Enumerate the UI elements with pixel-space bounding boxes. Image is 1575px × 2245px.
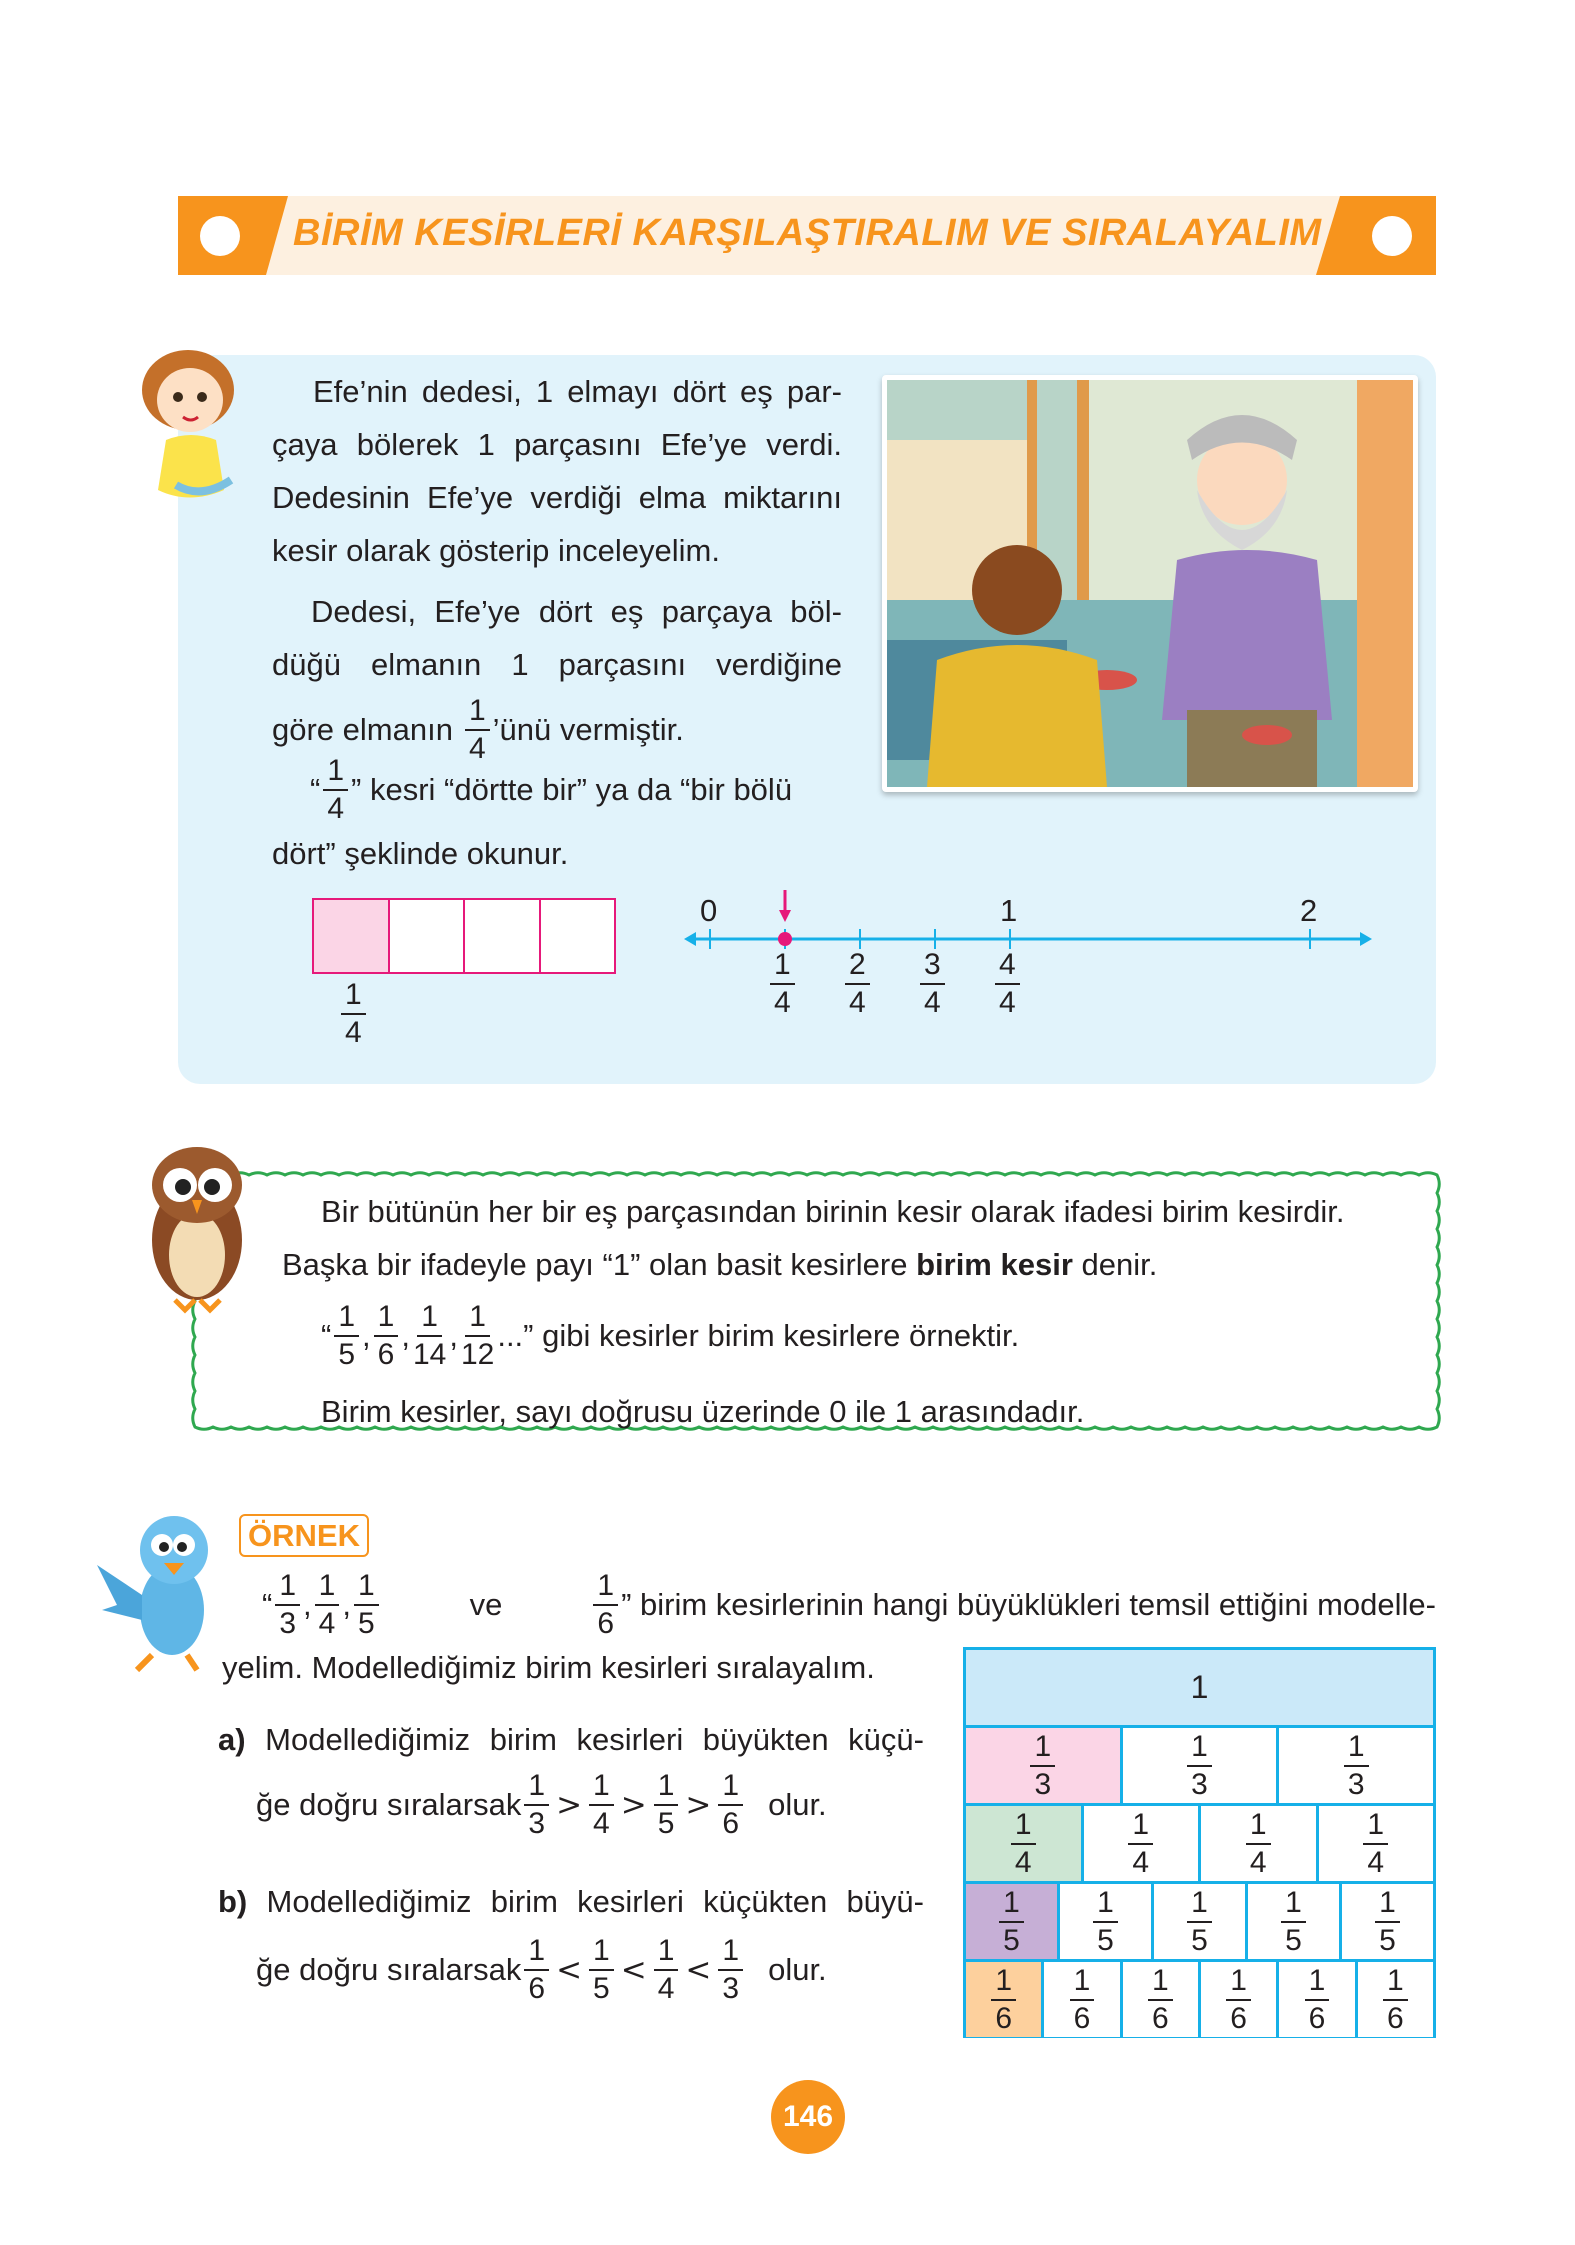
fraction bbox=[374, 1302, 399, 1370]
comparison-operator: < bbox=[620, 1952, 647, 1988]
part-a-text: Modellediğimiz birim kesirleri büyükten küçü- bbox=[265, 1722, 924, 1757]
fraction-cell bbox=[1081, 1806, 1199, 1881]
numerator: 2 bbox=[845, 950, 870, 985]
fraction-cell bbox=[1276, 1728, 1433, 1803]
denominator: 4 bbox=[345, 1016, 362, 1049]
denominator: 4 bbox=[468, 732, 486, 765]
strip-part bbox=[465, 900, 541, 972]
comparison-operator: > bbox=[685, 1787, 712, 1823]
fraction-one-quarter bbox=[323, 756, 348, 824]
numerator: 1 bbox=[654, 1936, 679, 1971]
fraction-cell bbox=[1316, 1806, 1434, 1881]
numerator: 1 bbox=[1246, 1810, 1271, 1845]
part-b-label: b) bbox=[218, 1884, 248, 1919]
fraction-wall-table bbox=[963, 1647, 1436, 2038]
fraction bbox=[1375, 1885, 1400, 1957]
numerator: 1 bbox=[1383, 1966, 1408, 2001]
numerator: 1 bbox=[589, 1771, 614, 1806]
title-dot-icon bbox=[200, 216, 240, 256]
definition-line bbox=[282, 1243, 1157, 1287]
intro-line: dört” şeklinde okunur. bbox=[272, 836, 569, 871]
fraction-cell bbox=[1057, 1884, 1151, 1959]
numerator: 1 bbox=[465, 1302, 490, 1337]
ordering-text: olur. bbox=[768, 1952, 827, 1987]
fraction bbox=[1187, 1729, 1212, 1801]
numerator: 3 bbox=[920, 950, 945, 985]
denominator: 6 bbox=[377, 1338, 395, 1371]
fraction bbox=[845, 950, 870, 1018]
ordering-text: olur. bbox=[768, 1787, 827, 1822]
denominator: 4 bbox=[849, 986, 866, 1019]
fraction-cell bbox=[966, 1884, 1057, 1959]
denominator: 6 bbox=[597, 1607, 615, 1640]
fraction-strip-model bbox=[312, 898, 616, 974]
whole-row bbox=[966, 1650, 1433, 1725]
quote: “ bbox=[262, 1587, 273, 1622]
fraction-cell bbox=[966, 1806, 1081, 1881]
title-dot-icon bbox=[1372, 216, 1412, 256]
section-title: BİRİM KESİRLERİ KARŞILAŞTIRALIM VE SIRALAYALIM bbox=[293, 212, 1322, 254]
part-b-ordering bbox=[256, 1930, 827, 2010]
numerator: 1 bbox=[718, 1936, 743, 1971]
numerator: 1 bbox=[334, 1302, 359, 1337]
ordering-text: ğe doğru sıralarsak bbox=[256, 1952, 522, 1987]
fraction bbox=[524, 1936, 549, 2004]
fraction bbox=[1246, 1807, 1271, 1879]
denominator: 3 bbox=[279, 1607, 297, 1640]
denominator: 4 bbox=[1249, 1845, 1267, 1879]
denominator: 5 bbox=[338, 1338, 356, 1371]
separator: , bbox=[362, 1318, 371, 1353]
denominator: 6 bbox=[1386, 2001, 1404, 2035]
denominator: 5 bbox=[357, 1607, 375, 1640]
numerator: 1 bbox=[1363, 1810, 1388, 1845]
numerator: 1 bbox=[341, 980, 366, 1015]
denominator: 6 bbox=[1230, 2001, 1247, 2035]
fraction bbox=[334, 1302, 359, 1370]
whole-label: 1 bbox=[1190, 1669, 1209, 1705]
fraction bbox=[1363, 1807, 1388, 1879]
denominator: 6 bbox=[528, 1972, 546, 2005]
denominator: 5 bbox=[593, 1972, 610, 2005]
fraction-cell bbox=[966, 1728, 1120, 1803]
conjunction: ve bbox=[469, 1587, 503, 1622]
numerator: 1 bbox=[354, 1571, 379, 1606]
fraction-cell bbox=[1120, 1728, 1277, 1803]
fraction bbox=[1383, 1963, 1408, 2035]
number-line-whole-label: 2 bbox=[1300, 893, 1318, 928]
fraction-cell bbox=[1276, 1962, 1354, 2037]
fraction bbox=[991, 1963, 1016, 2035]
comparison-operator: < bbox=[685, 1952, 712, 1988]
numerator: 1 bbox=[1187, 1732, 1212, 1767]
denominator: 4 bbox=[1367, 1845, 1385, 1879]
separator: , bbox=[342, 1587, 351, 1622]
part-b-line bbox=[218, 1880, 924, 1924]
fraction-row-4 bbox=[966, 1803, 1433, 1881]
section-title-bar bbox=[178, 196, 1436, 275]
girl-character-icon bbox=[128, 345, 248, 510]
separator: , bbox=[401, 1318, 410, 1353]
fraction bbox=[770, 950, 795, 1018]
numerator: 1 bbox=[1187, 1888, 1212, 1923]
numerator: 1 bbox=[524, 1771, 549, 1806]
fraction-cell bbox=[1151, 1884, 1245, 1959]
numerator: 1 bbox=[593, 1571, 618, 1606]
page-number: 146 bbox=[771, 2080, 845, 2154]
strip-part bbox=[541, 900, 615, 972]
definition-text: denir. bbox=[1072, 1247, 1158, 1282]
example-label: ÖRNEK bbox=[239, 1514, 369, 1557]
fraction-cell bbox=[1198, 1962, 1276, 2037]
owl-character-icon bbox=[135, 1135, 260, 1315]
numerator: 1 bbox=[1375, 1888, 1400, 1923]
fraction-cell bbox=[1355, 1962, 1433, 2037]
fraction bbox=[589, 1771, 614, 1839]
fraction bbox=[315, 1571, 340, 1639]
fraction bbox=[1128, 1807, 1153, 1879]
denominator: 4 bbox=[593, 1807, 610, 1840]
fraction bbox=[1093, 1885, 1118, 1957]
fraction bbox=[1305, 1963, 1330, 2035]
arrow-left-icon bbox=[684, 932, 696, 946]
intro-line: düğü elmanın 1 parçasını verdiğine bbox=[272, 647, 842, 682]
fraction bbox=[1281, 1885, 1306, 1957]
part-a-ordering bbox=[256, 1765, 827, 1845]
numerator: 1 bbox=[1030, 1732, 1055, 1767]
fraction-row-6 bbox=[966, 1959, 1433, 2037]
strip-label bbox=[338, 980, 369, 1048]
numerator: 1 bbox=[374, 1302, 399, 1337]
denominator: 4 bbox=[1132, 1845, 1150, 1879]
denominator: 5 bbox=[657, 1807, 675, 1840]
numerator: 1 bbox=[999, 1888, 1024, 1923]
fraction bbox=[1148, 1963, 1173, 2035]
denominator: 6 bbox=[995, 2001, 1012, 2035]
number-line-whole-label: 0 bbox=[700, 893, 718, 928]
denominator: 5 bbox=[1191, 1923, 1208, 1957]
numerator: 1 bbox=[275, 1571, 300, 1606]
example-line bbox=[262, 1565, 1436, 1645]
denominator: 4 bbox=[999, 986, 1016, 1019]
denominator: 3 bbox=[1347, 1767, 1365, 1801]
definition-text: Başka bir ifadeyle payı “1” olan basit kesirlere bbox=[282, 1247, 917, 1282]
fraction-cell bbox=[1120, 1962, 1198, 2037]
fraction bbox=[1030, 1729, 1055, 1801]
fraction bbox=[589, 1936, 614, 2004]
definition-text: ...” gibi kesirler birim kesirlere örnektir. bbox=[497, 1318, 1020, 1353]
fraction bbox=[593, 1571, 618, 1639]
numerator: 1 bbox=[1148, 1966, 1173, 2001]
fraction-one-quarter bbox=[341, 980, 366, 1048]
fraction bbox=[1070, 1963, 1095, 2035]
numerator: 1 bbox=[465, 696, 490, 731]
fraction bbox=[354, 1571, 379, 1639]
numerator: 1 bbox=[1344, 1732, 1369, 1767]
marker-arrowhead-icon bbox=[779, 910, 791, 922]
fraction bbox=[1344, 1729, 1369, 1801]
denominator: 4 bbox=[657, 1972, 675, 2005]
intro-text: göre elmanın bbox=[272, 712, 453, 747]
denominator: 6 bbox=[1308, 2001, 1326, 2035]
strip-part bbox=[390, 900, 466, 972]
part-a-line bbox=[218, 1718, 924, 1762]
comparison-operator: > bbox=[556, 1787, 583, 1823]
definition-line: Bir bütünün her bir eş parçasından birinin kesir olarak ifadesi birim kesirdir. bbox=[321, 1194, 1345, 1229]
intro-line: çaya bölerek 1 parçasını Efe’ye verdi. bbox=[272, 427, 842, 462]
intro-line: Efe’nin dedesi, 1 elmayı dört eş par- bbox=[313, 374, 842, 409]
intro-line bbox=[310, 755, 792, 825]
numerator: 1 bbox=[1093, 1888, 1118, 1923]
intro-line: Dedesi, Efe’ye dört eş parçaya böl- bbox=[311, 594, 842, 629]
denominator: 6 bbox=[722, 1807, 740, 1840]
denominator: 3 bbox=[528, 1807, 546, 1840]
numerator: 1 bbox=[1305, 1966, 1330, 2001]
example-line: yelim. Modellediğimiz birim kesirleri sıralayalım. bbox=[222, 1650, 875, 1685]
definition-line bbox=[321, 1296, 1019, 1376]
denominator: 4 bbox=[1014, 1845, 1032, 1879]
fraction bbox=[1011, 1807, 1036, 1879]
strip-part-filled bbox=[314, 900, 390, 972]
denominator: 3 bbox=[1191, 1767, 1208, 1801]
intro-text: “ bbox=[310, 772, 321, 807]
fraction-list bbox=[262, 1571, 382, 1639]
fraction bbox=[524, 1771, 549, 1839]
part-b-text: Modellediğimiz birim kesirleri küçükten büyü- bbox=[266, 1884, 924, 1919]
numerator: 1 bbox=[417, 1302, 442, 1337]
comparison-operator: < bbox=[556, 1952, 583, 1988]
denominator: 4 bbox=[327, 792, 345, 825]
intro-line: kesir olarak gösterip inceleyelim. bbox=[272, 533, 720, 568]
fraction bbox=[920, 950, 945, 1018]
numerator: 1 bbox=[315, 1571, 340, 1606]
part-a-label: a) bbox=[218, 1722, 246, 1757]
comparison-operator: > bbox=[620, 1787, 647, 1823]
numerator: 1 bbox=[1070, 1966, 1095, 2001]
denominator: 5 bbox=[1097, 1923, 1114, 1957]
intro-text: ’ünü vermiştir. bbox=[492, 712, 684, 747]
numerator: 1 bbox=[589, 1936, 614, 1971]
fraction bbox=[718, 1771, 743, 1839]
fraction bbox=[654, 1771, 679, 1839]
denominator: 4 bbox=[318, 1607, 336, 1640]
fraction bbox=[1226, 1963, 1251, 2035]
ordering-text: ğe doğru sıralarsak bbox=[256, 1787, 522, 1822]
grandfather-and-efe-illustration bbox=[882, 375, 1418, 792]
definition-term: birim kesir bbox=[916, 1247, 1073, 1282]
denominator: 5 bbox=[1003, 1923, 1020, 1957]
numerator: 1 bbox=[1011, 1810, 1036, 1845]
numerator: 1 bbox=[770, 950, 795, 985]
fraction bbox=[718, 1936, 743, 2004]
fraction bbox=[654, 1936, 679, 2004]
example-text: ” birim kesirlerinin hangi büyüklükleri temsil ettiğini modelle- bbox=[621, 1587, 1436, 1622]
numerator: 1 bbox=[323, 756, 348, 791]
numerator: 1 bbox=[1281, 1888, 1306, 1923]
fraction-row-3 bbox=[966, 1725, 1433, 1803]
numerator: 1 bbox=[654, 1771, 679, 1806]
denominator: 6 bbox=[1151, 2001, 1169, 2035]
fraction-cell bbox=[966, 1962, 1041, 2037]
fraction-one-quarter bbox=[465, 696, 490, 764]
numerator: 4 bbox=[995, 950, 1020, 985]
fraction bbox=[999, 1885, 1024, 1957]
intro-text: ” kesri “dörtte bir” ya da “bir bölü bbox=[351, 772, 793, 807]
numerator: 1 bbox=[991, 1966, 1016, 2001]
denominator: 5 bbox=[1379, 1923, 1396, 1957]
fraction bbox=[1187, 1885, 1212, 1957]
intro-line: Dedesinin Efe’ye verdiği elma miktarını bbox=[272, 480, 842, 515]
denominator: 6 bbox=[1073, 2001, 1091, 2035]
definition-line: Birim kesirler, sayı doğrusu üzerinde 0 ile 1 arasındadır. bbox=[321, 1394, 1085, 1429]
separator: , bbox=[449, 1318, 458, 1353]
fraction bbox=[275, 1571, 300, 1639]
bird-character-icon bbox=[92, 1505, 227, 1680]
denominator: 14 bbox=[412, 1338, 447, 1371]
number-line-whole-label: 1 bbox=[1000, 893, 1018, 928]
numerator: 1 bbox=[1128, 1810, 1153, 1845]
fraction bbox=[413, 1302, 446, 1370]
fraction-row-5 bbox=[966, 1881, 1433, 1959]
fraction-cell bbox=[1245, 1884, 1339, 1959]
denominator: 3 bbox=[722, 1972, 740, 2005]
definition-text: “ bbox=[321, 1318, 332, 1353]
fraction-cell bbox=[1041, 1962, 1119, 2037]
numerator: 1 bbox=[1226, 1966, 1251, 2001]
numerator: 1 bbox=[524, 1936, 549, 1971]
fraction-last bbox=[590, 1571, 1436, 1639]
denominator: 3 bbox=[1034, 1767, 1052, 1801]
denominator: 4 bbox=[924, 986, 941, 1019]
arrow-right-icon bbox=[1360, 932, 1372, 946]
separator: , bbox=[303, 1587, 312, 1622]
fraction bbox=[461, 1302, 494, 1370]
numerator: 1 bbox=[718, 1771, 743, 1806]
fraction bbox=[995, 950, 1020, 1018]
fraction-cell bbox=[1198, 1806, 1316, 1881]
denominator: 5 bbox=[1285, 1923, 1302, 1957]
denominator: 12 bbox=[460, 1338, 495, 1371]
marked-point bbox=[778, 932, 792, 946]
denominator: 4 bbox=[774, 986, 791, 1019]
fraction-cell bbox=[1339, 1884, 1433, 1959]
